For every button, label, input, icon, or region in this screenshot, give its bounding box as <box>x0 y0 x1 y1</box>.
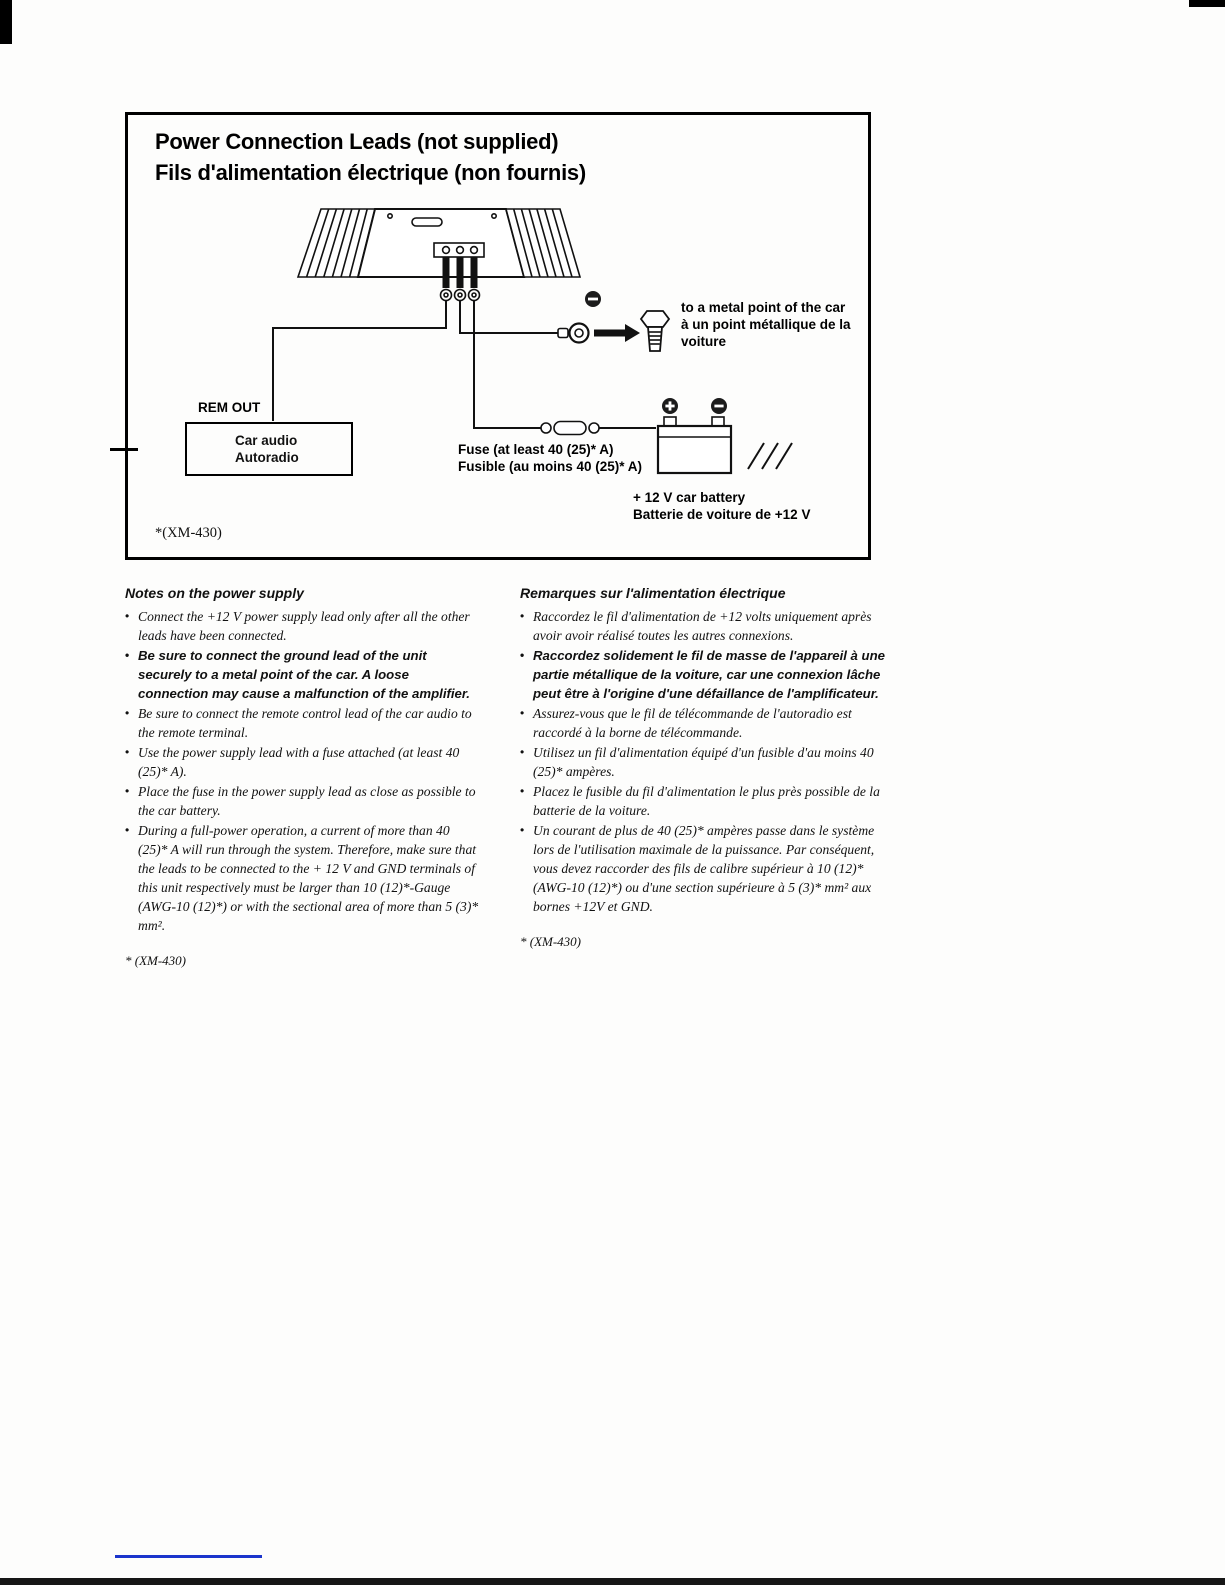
arrow-right-icon <box>594 324 640 342</box>
diagram-footnote: *(XM-430) <box>155 525 222 541</box>
metal-point-line-en: to a metal point of the car <box>681 300 846 315</box>
note-text: Utilisez un fil d'alimentation équipé d'un fusible d'au moins 40 (25)* ampères. <box>533 745 874 779</box>
note-text: During a full-power operation, a current of more than 40 (25)* A will run through the system. Therefore, make sure that the leads to be connected to the + 12 V and GND terminals of this unit respectively must be larger than 10 (12)*-Gauge (AWG-10 (12)*) or with the sectional area of more than 5 (3)* mm². <box>138 823 479 933</box>
amplifier-illustration <box>298 209 580 301</box>
ground-slashes <box>748 443 792 469</box>
note-item <box>125 782 481 820</box>
note-item <box>125 821 481 935</box>
note-text: Be sure to connect the ground lead of the unit securely to a metal point of the car. A loose connection may cause a malfunction of the amplifier. <box>138 648 470 701</box>
diagram-title-french: Fils d'alimentation électrique (non fournis) <box>155 160 586 185</box>
bullet-marker: • <box>520 745 525 759</box>
autoradio-label: Autoradio <box>235 450 299 465</box>
ground-minus-icon <box>585 291 601 307</box>
ring-terminal-icon <box>558 324 589 343</box>
bullet-marker: • <box>520 648 525 662</box>
note-text: Raccordez le fil d'alimentation de +12 volts uniquement après avoir avoir réalisé toutes les autres connexions. <box>533 609 872 643</box>
note-item <box>520 743 896 781</box>
scan-artifact-top-right <box>1189 0 1225 7</box>
metal-point-line-fr1: à un point métallique de la <box>681 317 851 332</box>
metal-point-note <box>681 299 851 350</box>
note-text: Be sure to connect the remote control lead of the car audio to the remote terminal. <box>138 706 472 740</box>
notes-en-heading: Notes on the power supply <box>125 585 304 601</box>
bullet-marker: • <box>125 609 130 623</box>
car-audio-label: Car audio <box>235 433 298 448</box>
bolt-icon <box>641 311 669 351</box>
note-item <box>125 704 481 742</box>
scan-artifact-top-left <box>0 0 12 44</box>
car-audio-box <box>185 422 353 476</box>
note-item <box>125 607 481 645</box>
power-wire <box>474 301 656 428</box>
notes-french-column <box>520 585 896 950</box>
fuse-label <box>458 441 642 475</box>
fuse-label-fr: Fusible (au moins 40 (25)* A) <box>458 459 643 474</box>
note-item <box>520 646 896 703</box>
bullet-marker: • <box>125 823 130 837</box>
fuse-label-en: Fuse (at least 40 (25)* A) <box>458 442 614 457</box>
battery-label <box>633 489 810 523</box>
note-text: Placez le fusible du fil d'alimentation le plus près possible de la batterie de la voiture. <box>533 784 880 818</box>
note-item <box>125 646 481 703</box>
battery-icon <box>658 417 731 473</box>
bottom-blue-line <box>115 1555 262 1558</box>
bullet-marker: • <box>125 784 130 798</box>
bullet-marker: • <box>520 609 525 623</box>
notes-en-footnote: * (XM-430) <box>125 953 187 968</box>
fuse-icon <box>541 422 599 435</box>
remote-wire <box>273 301 446 421</box>
battery-label-fr: Batterie de voiture de +12 V <box>633 507 811 522</box>
note-item <box>520 782 896 820</box>
note-text: Assurez-vous que le fil de télécommande de l'autoradio est raccordé à la borne de télécommande. <box>533 706 852 740</box>
bullet-marker: • <box>520 823 525 837</box>
note-text: Raccordez solidement le fil de masse de l'appareil à une partie métallique de la voiture, car une connexion lâche peut être à l'origine d'une défaillance de l'amplificateur. <box>533 648 885 701</box>
power-connection-diagram-box <box>125 112 871 560</box>
bullet-marker: • <box>125 745 130 759</box>
note-text: Un courant de plus de 40 (25)* ampères passe dans le système lors de l'utilisation maximale de la puissance. Par conséquent, vous devez raccorder des fils de calibre supérieur à 10 (12)* (AWG-10 (12)*) ou d'une section supérieure à 5 (3)* mm² aux bornes +12V et GND. <box>533 823 875 914</box>
notes-fr-footnote: * (XM-430) <box>520 934 582 949</box>
battery-plus-icon <box>662 398 678 414</box>
notes-fr-heading: Remarques sur l'alimentation électrique <box>520 585 786 601</box>
note-item <box>520 704 896 742</box>
note-item <box>125 743 481 781</box>
scan-artifact-bottom-bar <box>0 1578 1225 1585</box>
battery-minus-icon <box>711 398 727 414</box>
bullet-marker: • <box>520 706 525 720</box>
diagram-title-english: Power Connection Leads (not supplied) <box>155 129 559 154</box>
bullet-marker: • <box>125 648 130 662</box>
battery-label-en: + 12 V car battery <box>633 490 746 505</box>
rem-out-label: REM OUT <box>198 400 261 415</box>
bullet-marker: • <box>125 706 130 720</box>
note-text: Place the fuse in the power supply lead as close as possible to the car battery. <box>138 784 476 818</box>
note-item <box>520 821 896 916</box>
bullet-marker: • <box>520 784 525 798</box>
note-item <box>520 607 896 645</box>
notes-english-column <box>125 585 481 969</box>
note-text: Use the power supply lead with a fuse attached (at least 40 (25)* A). <box>138 745 460 779</box>
metal-point-line-fr2: voiture <box>681 334 727 349</box>
note-text: Connect the +12 V power supply lead only after all the other leads have been connected. <box>138 609 470 643</box>
